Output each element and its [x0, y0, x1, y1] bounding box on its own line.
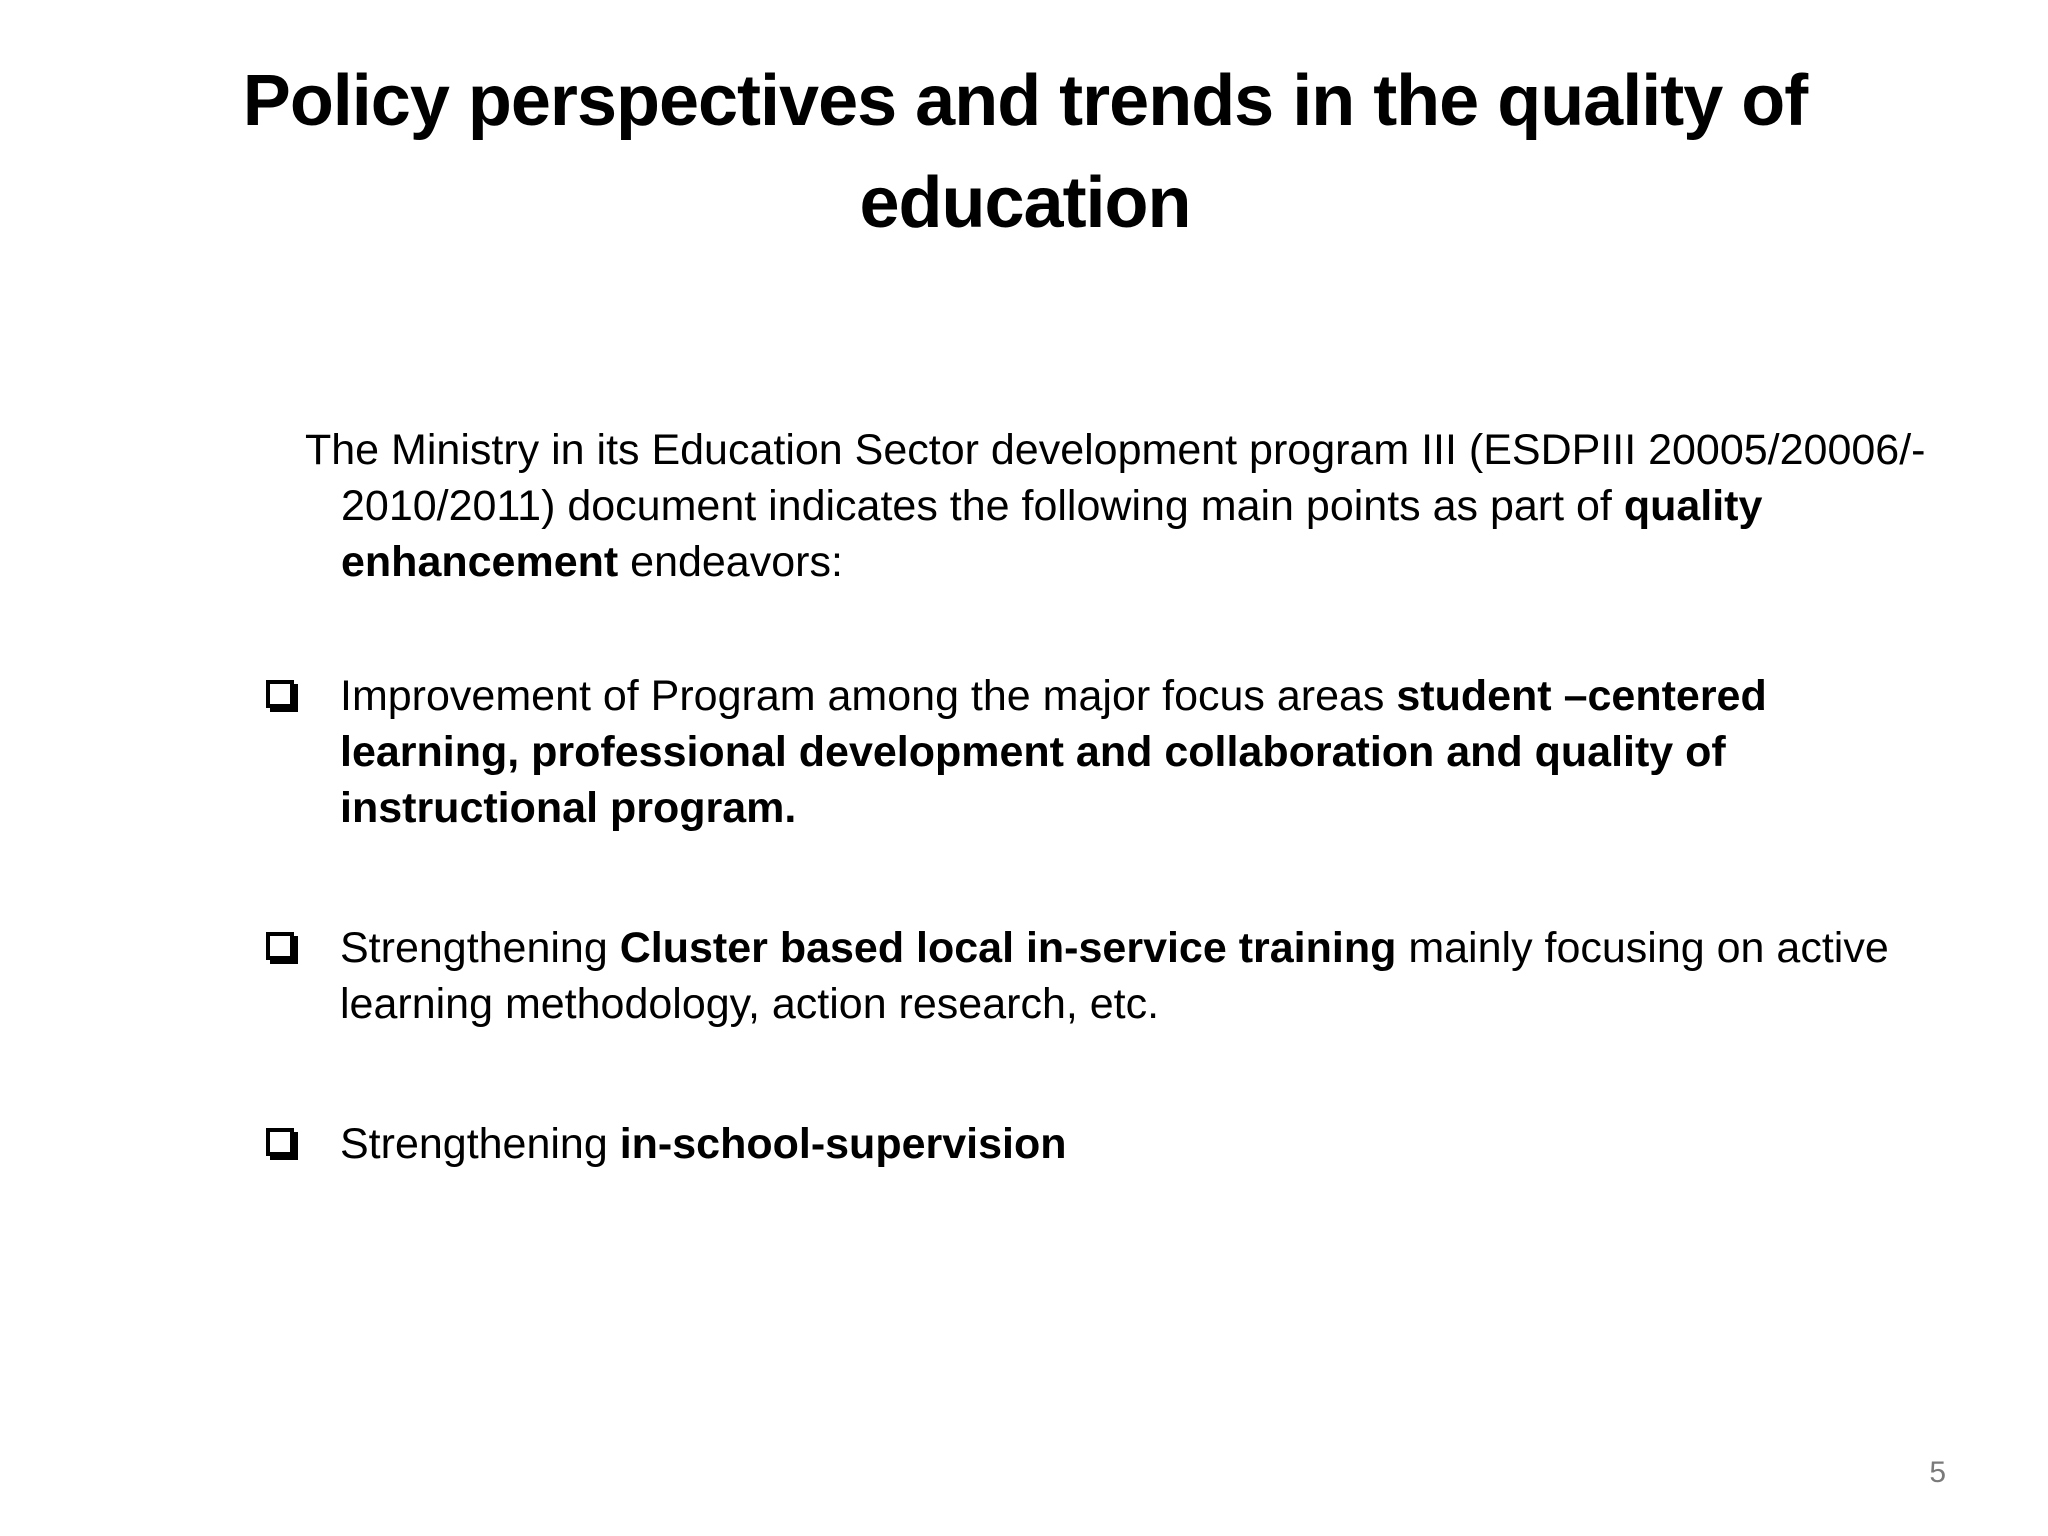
checkbox-square-icon: [266, 932, 294, 960]
bullet-text: Strengthening: [340, 924, 620, 972]
page-number: 5: [1929, 1456, 1946, 1489]
intro-text-end: endeavors:: [618, 538, 843, 586]
bullet-item: [262, 1116, 1922, 1172]
intro-paragraph: [305, 422, 1961, 590]
intro-bold-text: quality enhancement: [341, 482, 1763, 586]
bullet-item: [262, 668, 1922, 836]
bullet-text-end: mainly focusing on active learning methodology, action research, etc.: [340, 924, 1889, 1028]
bullet-list: [262, 668, 1922, 1256]
intro-text: The Ministry in its Education Sector development program III (ESDPIII 20005/20006/- 2010/2011) document indicates the following main points as part of: [305, 426, 1926, 530]
bullet-bold-text: Cluster based local in-service training: [619, 924, 1397, 972]
bullet-item: [262, 920, 1922, 1032]
slide-title: Policy perspectives and trends in the quality of education: [242, 61, 1808, 243]
bullet-text: Strengthening: [340, 1120, 620, 1168]
checkbox-square-icon: [266, 680, 294, 708]
bullet-bold-text: student –centered learning, professional development and collaboration and quality of instructional program.: [340, 672, 1767, 832]
bullet-bold-text: in-school-supervision: [619, 1120, 1067, 1168]
bullet-text: Improvement of Program among the major focus areas: [340, 672, 1397, 720]
checkbox-square-icon: [266, 1128, 294, 1156]
